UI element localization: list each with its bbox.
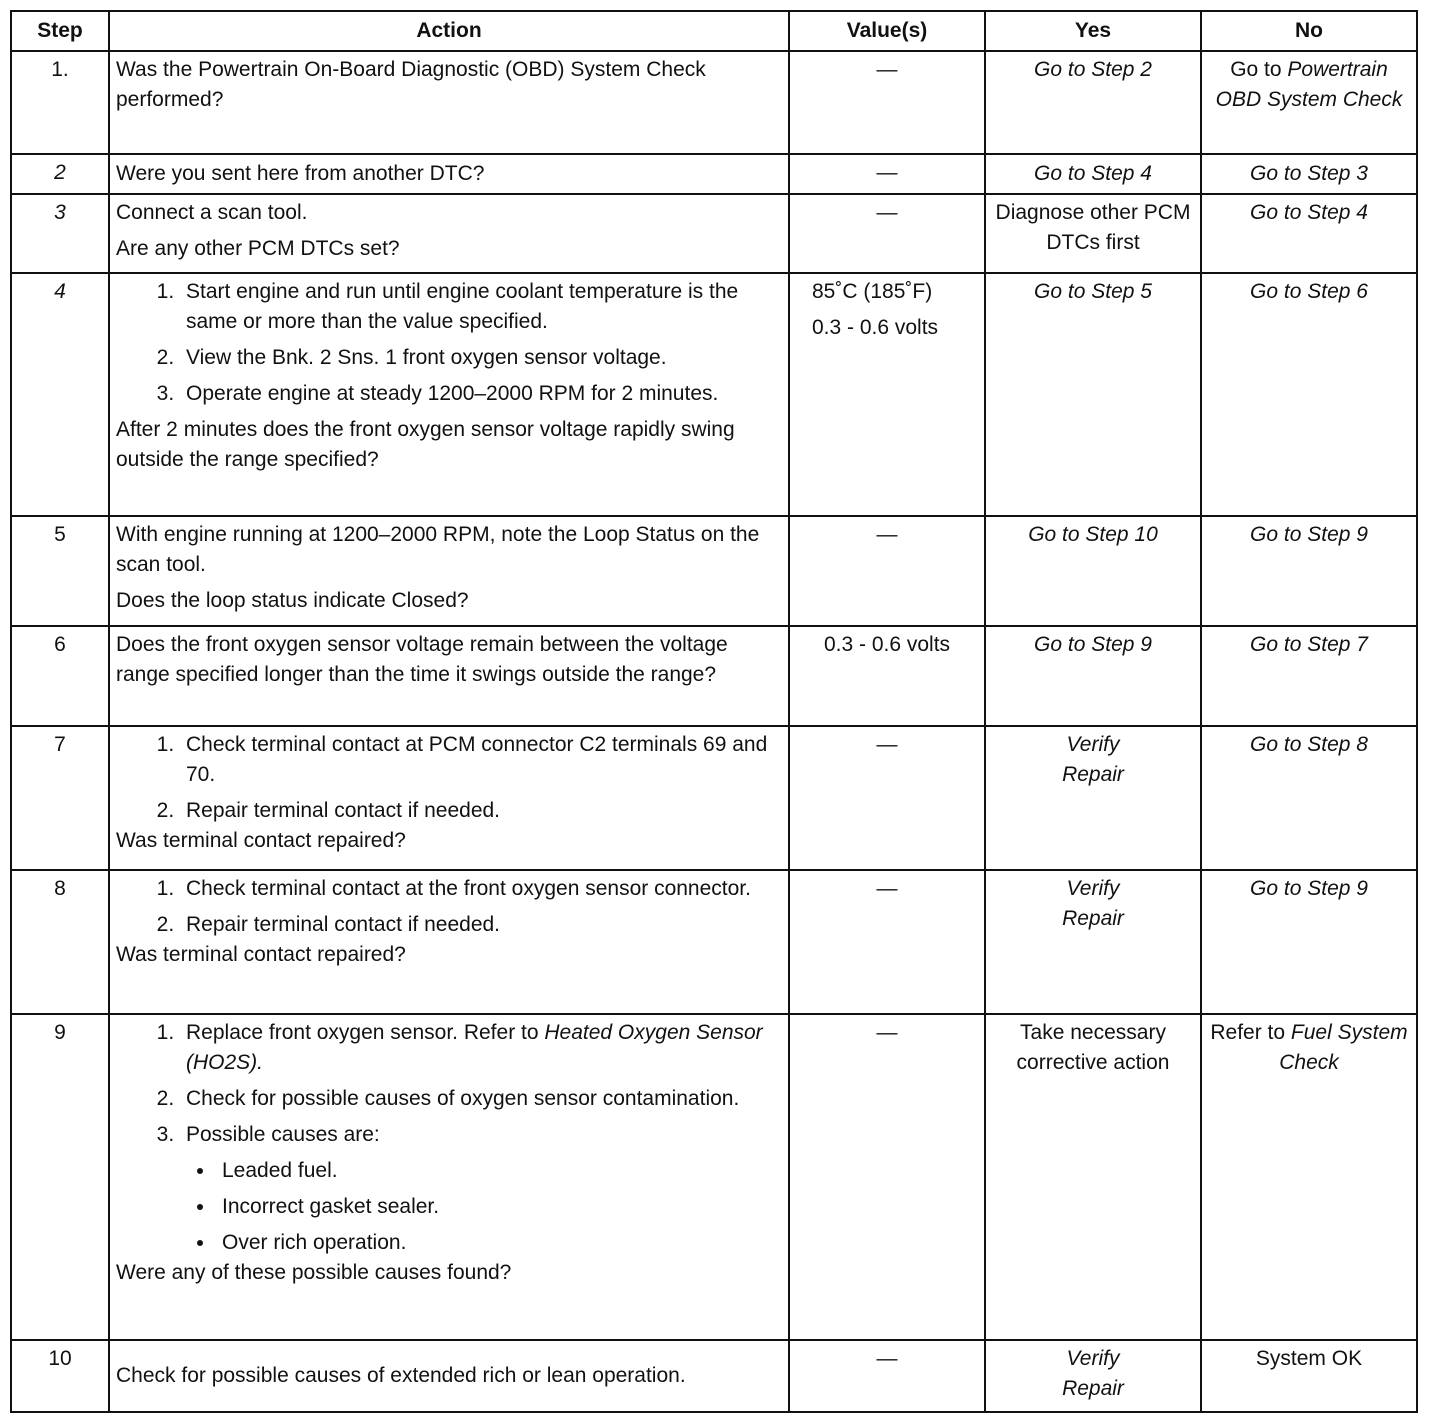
no-cell: Go to Step 9 <box>1201 516 1417 626</box>
value-cell <box>789 1340 985 1412</box>
no-cell: System OK <box>1201 1340 1417 1412</box>
yes-text: Verify Repair <box>1062 733 1124 786</box>
value-text: — <box>876 733 898 756</box>
action-steps-list <box>116 1018 782 1258</box>
action-step: 2. Check for possible causes of oxygen sensor contamination. <box>180 1084 782 1114</box>
table-row <box>11 1340 1417 1412</box>
table-row <box>11 154 1417 194</box>
yes-cell: Go to Step 9 <box>985 626 1201 726</box>
value-cell <box>789 1014 985 1340</box>
no-cell: Go to Step 7 <box>1201 626 1417 726</box>
step-number: 7 <box>11 726 109 870</box>
action-text: Check for possible causes of extended rich or lean operation. <box>116 1364 686 1387</box>
value-text: — <box>876 1347 898 1370</box>
value-text: 0.3 - 0.6 volts <box>812 316 939 339</box>
action-step: 1. Start engine and run until engine coolant temperature is the same or more than the value specified. <box>180 277 782 337</box>
yes-cell <box>985 1340 1201 1412</box>
action-cell <box>109 273 789 516</box>
table-row <box>11 870 1417 1014</box>
yes-cell <box>985 726 1201 870</box>
header-step: Step <box>11 11 109 51</box>
yes-text: Verify Repair <box>1062 1347 1124 1400</box>
step-number: 2 <box>11 154 109 194</box>
diagnostic-table <box>10 10 1418 1413</box>
action-step: 1. Check terminal contact at the front oxygen sensor connector. <box>180 874 782 904</box>
action-question: Was terminal contact repaired? <box>116 943 406 966</box>
action-steps-list <box>116 874 782 940</box>
action-step-reference: Heated Oxygen Sensor (HO2S). <box>186 1021 763 1074</box>
table-row <box>11 626 1417 726</box>
action-steps-list <box>116 277 782 409</box>
value-text: — <box>876 523 898 546</box>
value-text: 0.3 - 0.6 volts <box>823 633 951 656</box>
step-number: 4 <box>11 273 109 516</box>
action-step <box>180 1120 782 1258</box>
step-number: 8 <box>11 870 109 1014</box>
header-row <box>11 11 1417 51</box>
no-link-text: Fuel System Check <box>1279 1021 1408 1074</box>
value-text: — <box>876 877 898 900</box>
value-text: — <box>876 58 898 81</box>
action-question: Are any other PCM DTCs set? <box>116 237 400 260</box>
table-row <box>11 194 1417 273</box>
value-text: 85˚C (185˚F) <box>812 280 933 303</box>
table-row <box>11 726 1417 870</box>
no-cell: Go to Step 3 <box>1201 154 1417 194</box>
no-cell <box>1201 51 1417 154</box>
action-cell <box>109 726 789 870</box>
step-number: 6 <box>11 626 109 726</box>
step-number: 1. <box>11 51 109 154</box>
table-row <box>11 51 1417 154</box>
yes-cell <box>985 870 1201 1014</box>
header-no: No <box>1201 11 1417 51</box>
action-question: Does the loop status indicate Closed? <box>116 589 469 612</box>
header-yes: Yes <box>985 11 1201 51</box>
step-number: 10 <box>11 1340 109 1412</box>
yes-cell: Take necessary corrective action <box>985 1014 1201 1340</box>
yes-cell: Go to Step 4 <box>985 154 1201 194</box>
action-text: Were you sent here from another DTC? <box>116 162 485 185</box>
step-number: 3 <box>11 194 109 273</box>
action-cell <box>109 626 789 726</box>
action-step-text: Possible causes are: <box>186 1123 380 1146</box>
table-row <box>11 1014 1417 1340</box>
action-text: Does the front oxygen sensor voltage remain between the voltage range specified longer than the time it swings outside the range? <box>116 633 728 686</box>
yes-cell: Go to Step 10 <box>985 516 1201 626</box>
action-text: Was the Powertrain On-Board Diagnostic (OBD) System Check performed? <box>116 58 706 111</box>
action-step: 1. Check terminal contact at PCM connector C2 terminals 69 and 70. <box>180 730 782 790</box>
no-link-text: Powertrain OBD System Check <box>1215 58 1403 111</box>
action-cell <box>109 516 789 626</box>
action-cell <box>109 1340 789 1412</box>
action-cell <box>109 154 789 194</box>
value-cell <box>789 870 985 1014</box>
action-steps-list <box>116 730 782 826</box>
value-cell <box>789 194 985 273</box>
action-step: 2. View the Bnk. 2 Sns. 1 front oxygen sensor voltage. <box>180 343 782 373</box>
no-cell: Go to Step 6 <box>1201 273 1417 516</box>
yes-cell: Go to Step 2 <box>985 51 1201 154</box>
step-number: 5 <box>11 516 109 626</box>
action-cell <box>109 1014 789 1340</box>
value-text: — <box>876 201 898 224</box>
action-step: 2. Repair terminal contact if needed. <box>180 796 782 826</box>
no-text: Refer to <box>1210 1021 1291 1044</box>
causes-list <box>186 1156 782 1258</box>
step-number: 9 <box>11 1014 109 1340</box>
value-cell <box>789 726 985 870</box>
value-cell <box>789 626 985 726</box>
action-cell <box>109 51 789 154</box>
value-text: — <box>876 161 898 184</box>
value-cell <box>789 51 985 154</box>
yes-text: Verify Repair <box>1062 877 1124 930</box>
action-question: After 2 minutes does the front oxygen sensor voltage rapidly swing outside the range specified? <box>116 418 735 471</box>
no-cell: Go to Step 8 <box>1201 726 1417 870</box>
action-cell <box>109 870 789 1014</box>
value-text: — <box>876 1021 898 1044</box>
yes-cell: Go to Step 5 <box>985 273 1201 516</box>
no-text: Go to <box>1230 58 1288 81</box>
header-action: Action <box>109 11 789 51</box>
cause-item: • Over rich operation. <box>216 1228 782 1258</box>
cause-item: • Leaded fuel. <box>216 1156 782 1186</box>
value-cell <box>789 154 985 194</box>
cause-item: • Incorrect gasket sealer. <box>216 1192 782 1222</box>
action-cell <box>109 194 789 273</box>
action-question: Were any of these possible causes found? <box>116 1261 512 1284</box>
no-cell: Go to Step 9 <box>1201 870 1417 1014</box>
action-step: 3. Operate engine at steady 1200–2000 RPM for 2 minutes. <box>180 379 782 409</box>
action-text: With engine running at 1200–2000 RPM, note the Loop Status on the scan tool. <box>116 523 760 576</box>
yes-cell: Diagnose other PCM DTCs first <box>985 194 1201 273</box>
action-text: Connect a scan tool. <box>116 201 308 224</box>
table-row <box>11 516 1417 626</box>
table-row <box>11 273 1417 516</box>
action-question: Was terminal contact repaired? <box>116 829 406 852</box>
action-step: 2. Repair terminal contact if needed. <box>180 910 782 940</box>
value-cell <box>789 516 985 626</box>
no-cell: Go to Step 4 <box>1201 194 1417 273</box>
no-cell <box>1201 1014 1417 1340</box>
value-cell <box>789 273 985 516</box>
action-step <box>180 1018 782 1078</box>
header-values: Value(s) <box>789 11 985 51</box>
action-step-text: Replace front oxygen sensor. Refer to <box>186 1021 545 1044</box>
